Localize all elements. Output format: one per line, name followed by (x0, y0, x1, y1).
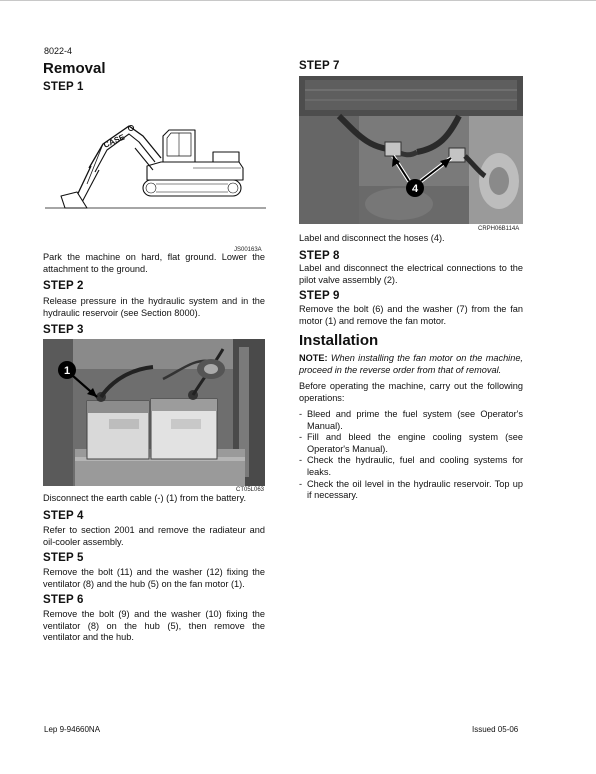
step5-text: Remove the bolt (11) and the washer (12) fixing the ventilator (8) and the hub (5) on the fan motor (1). (43, 567, 265, 589)
step2-text: Release pressure in the hydraulic system and in the hydraulic reservoir (see Section 8000). (43, 296, 265, 318)
installation-intro: Before operating the machine, carry out the following operations: (299, 381, 523, 403)
step3-title: STEP 3 (43, 324, 84, 336)
step6-text: Remove the bolt (9) and the washer (10) fixing the ventilator (8) on the hub (5), then remove the ventilator and the hub. (43, 609, 265, 643)
hoses-photo (299, 76, 523, 224)
list-item: - Check the oil level in the hydraulic reservoir. Top up if necessary. (299, 479, 523, 502)
step1-figure-code: JS00163A (234, 247, 262, 253)
step3-text: Disconnect the earth cable (-) (1) from the battery. (43, 493, 247, 503)
step2-title: STEP 2 (43, 280, 84, 292)
step9-text: Remove the bolt (6) and the washer (7) from the fan motor (1) and remove the fan motor. (299, 304, 523, 326)
step7-callout-label: 4 (411, 183, 419, 195)
step8-text: Label and disconnect the electrical connections to the pilot valve assembly (2). (299, 263, 523, 285)
removal-heading: Removal (43, 60, 106, 77)
case-logo: CASE (102, 132, 127, 150)
top-rule (0, 0, 596, 1)
step9-title: STEP 9 (299, 290, 340, 302)
step7-title: STEP 7 (299, 60, 340, 72)
battery-photo (43, 339, 265, 486)
step8-title: STEP 8 (299, 250, 340, 262)
step3-figure-code: CT05L063 (236, 487, 265, 493)
step6-title: STEP 6 (43, 594, 84, 606)
step1-title: STEP 1 (43, 81, 84, 93)
step4-title: STEP 4 (43, 510, 84, 522)
installation-note (299, 353, 523, 376)
step3-callout-label: 1 (63, 365, 71, 377)
note-label: NOTE: (299, 353, 328, 363)
excavator-illustration (43, 96, 268, 246)
footer-document-code: Lep 9-94660NA (44, 725, 101, 734)
step4-text: Refer to section 2001 and remove the radiateur and oil-cooler assembly. (43, 525, 265, 547)
note-text: When installing the fan motor on the machine, proceed in the reverse order from that of removal. (299, 353, 523, 375)
operations-list (299, 409, 523, 502)
step1-text: Park the machine on hard, flat ground. Lower the attachment to the ground. (43, 252, 265, 274)
installation-heading: Installation (299, 332, 379, 349)
list-item: - Bleed and prime the fuel system (see Operator's Manual). (299, 409, 523, 432)
list-item: - Fill and bleed the engine cooling system (see Operator's Manual). (299, 432, 523, 455)
footer-issued-date: Issued 05-06 (472, 725, 519, 734)
page-number: 8022-4 (44, 46, 73, 56)
step5-title: STEP 5 (43, 552, 84, 564)
list-item: - Check the hydraulic, fuel and cooling systems for leaks. (299, 455, 523, 478)
step7-figure-code: CRPH06B114A (478, 226, 520, 232)
step7-text: Label and disconnect the hoses (4). (299, 233, 445, 243)
